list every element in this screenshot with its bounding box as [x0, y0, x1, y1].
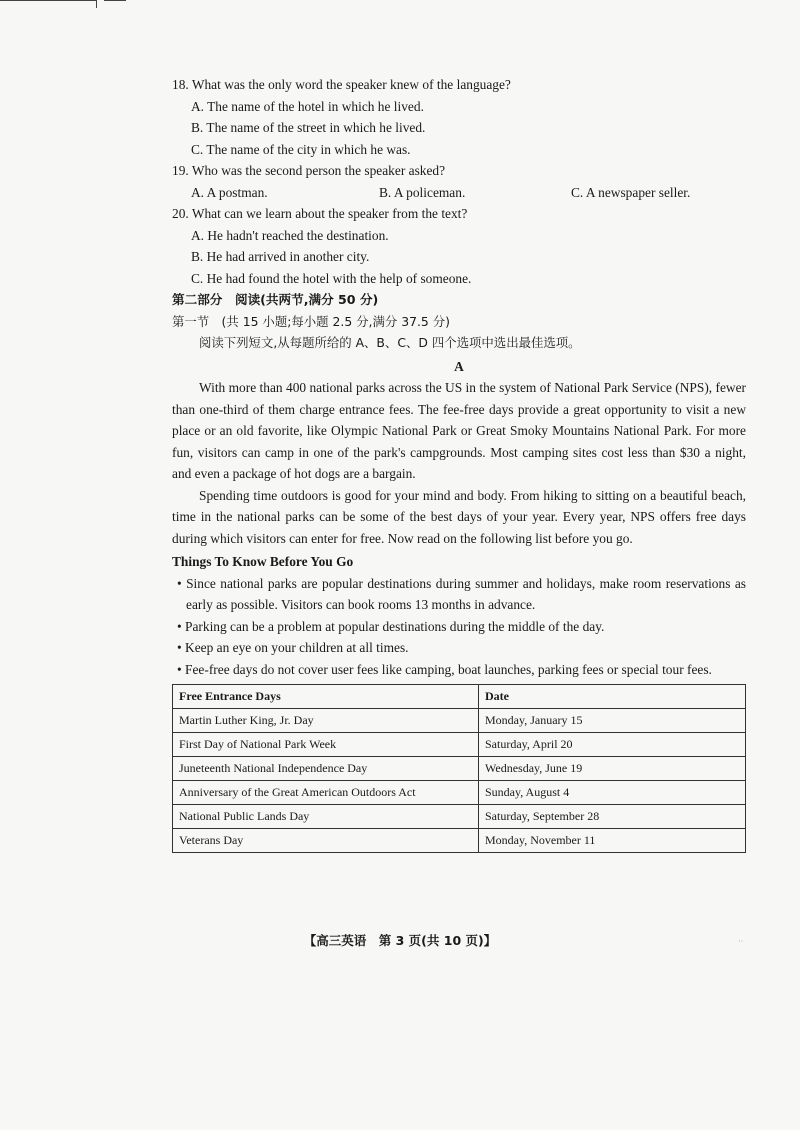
column-header-days: Free Entrance Days: [173, 685, 479, 709]
question-stem: 18. What was the only word the speaker knew of the language?: [172, 77, 511, 92]
table-cell: Saturday, September 28: [479, 805, 746, 829]
bullet-item: • Fee-free days do not cover user fees like camping, boat launches, parking fees or special tour fees.: [177, 661, 712, 677]
bullet-item: • Since national parks are popular destinations during summer and holidays, make room reservations as early as possible. Visitors can book rooms 13 months in advance.: [177, 575, 746, 612]
section-one-heading: 第一节 (共 15 小题;每小题 2.5 分,满分 37.5 分): [172, 313, 450, 329]
table-row: [173, 709, 746, 733]
options-row: [172, 182, 746, 204]
bullet-item: • Parking can be a problem at popular destinations during the middle of the day.: [177, 618, 605, 634]
option-c: C. The name of the city in which he was.: [191, 141, 411, 157]
scan-edge-tick: [96, 0, 97, 8]
table-row: [173, 757, 746, 781]
table-cell: Monday, January 15: [479, 709, 746, 733]
page-footer: 【高三英语 第 3 页(共 10 页)】: [303, 933, 497, 948]
option-a: A. A postman.: [191, 184, 268, 200]
question-18: [172, 74, 746, 160]
passage-label: A: [454, 358, 464, 374]
reading-instruction: 阅读下列短文,从每题所给的 A、B、C、D 四个选项中选出最佳选项。: [199, 335, 581, 350]
table-cell: Saturday, April 20: [479, 733, 746, 757]
scan-speck: ··: [738, 937, 744, 946]
table-row: [173, 733, 746, 757]
column-header-date: Date: [479, 685, 746, 709]
table-cell: Wednesday, June 19: [479, 757, 746, 781]
table-row: [173, 805, 746, 829]
part-two-heading: 第二部分 阅读(共两节,满分 50 分): [172, 292, 379, 307]
question-20: [172, 203, 746, 289]
question-19: [172, 160, 746, 203]
question-stem: 19. Who was the second person the speaker asked?: [172, 163, 446, 178]
option-c: C. A newspaper seller.: [571, 184, 691, 200]
table-cell: Veterans Day: [173, 829, 479, 853]
option-a: A. He hadn't reached the destination.: [191, 227, 389, 243]
option-a: A. The name of the hotel in which he lived.: [191, 98, 424, 114]
page-content: [172, 74, 746, 853]
scan-edge-line-2: [104, 0, 126, 1]
table-cell: Martin Luther King, Jr. Day: [173, 709, 479, 733]
table-header-row: [173, 685, 746, 709]
passage-paragraph-1: With more than 400 national parks across the US in the system of National Park Service (NPS), fewer than one-third of them charge entrance fees. The fee-free days provide a great opportunity to visit a new place or an old favorite, like Olympic National Park or Great Smoky Mountains National Park. For more fun, visitors can camp in one of the park's campgrounds. Most camping sites cost less than $30 a night, and even a package of hot dogs are a bargain.: [172, 380, 746, 481]
table-cell: Monday, November 11: [479, 829, 746, 853]
table-row: [173, 829, 746, 853]
table-cell: National Public Lands Day: [173, 805, 479, 829]
table-cell: First Day of National Park Week: [173, 733, 479, 757]
table-row: [173, 781, 746, 805]
things-to-know-heading: Things To Know Before You Go: [172, 554, 354, 569]
table-cell: Anniversary of the Great American Outdoors Act: [173, 781, 479, 805]
question-stem: 20. What can we learn about the speaker from the text?: [172, 206, 468, 221]
option-b: B. A policeman.: [379, 184, 466, 200]
free-entrance-days-table: [172, 684, 746, 853]
table-cell: Juneteenth National Independence Day: [173, 757, 479, 781]
bullet-item: • Keep an eye on your children at all times.: [177, 640, 409, 655]
option-c: C. He had found the hotel with the help of someone.: [191, 270, 472, 286]
passage-paragraph-2: Spending time outdoors is good for your mind and body. From hiking to sitting on a beautiful beach, time in the national parks can be some of the best days of your year. Every year, NPS offers free days during which visitors can enter for free. Now read on the following list before you go.: [172, 487, 746, 546]
option-b: B. He had arrived in another city.: [191, 249, 370, 264]
option-b: B. The name of the street in which he lived.: [191, 120, 426, 135]
table-cell: Sunday, August 4: [479, 781, 746, 805]
scan-edge-line: [0, 0, 96, 1]
